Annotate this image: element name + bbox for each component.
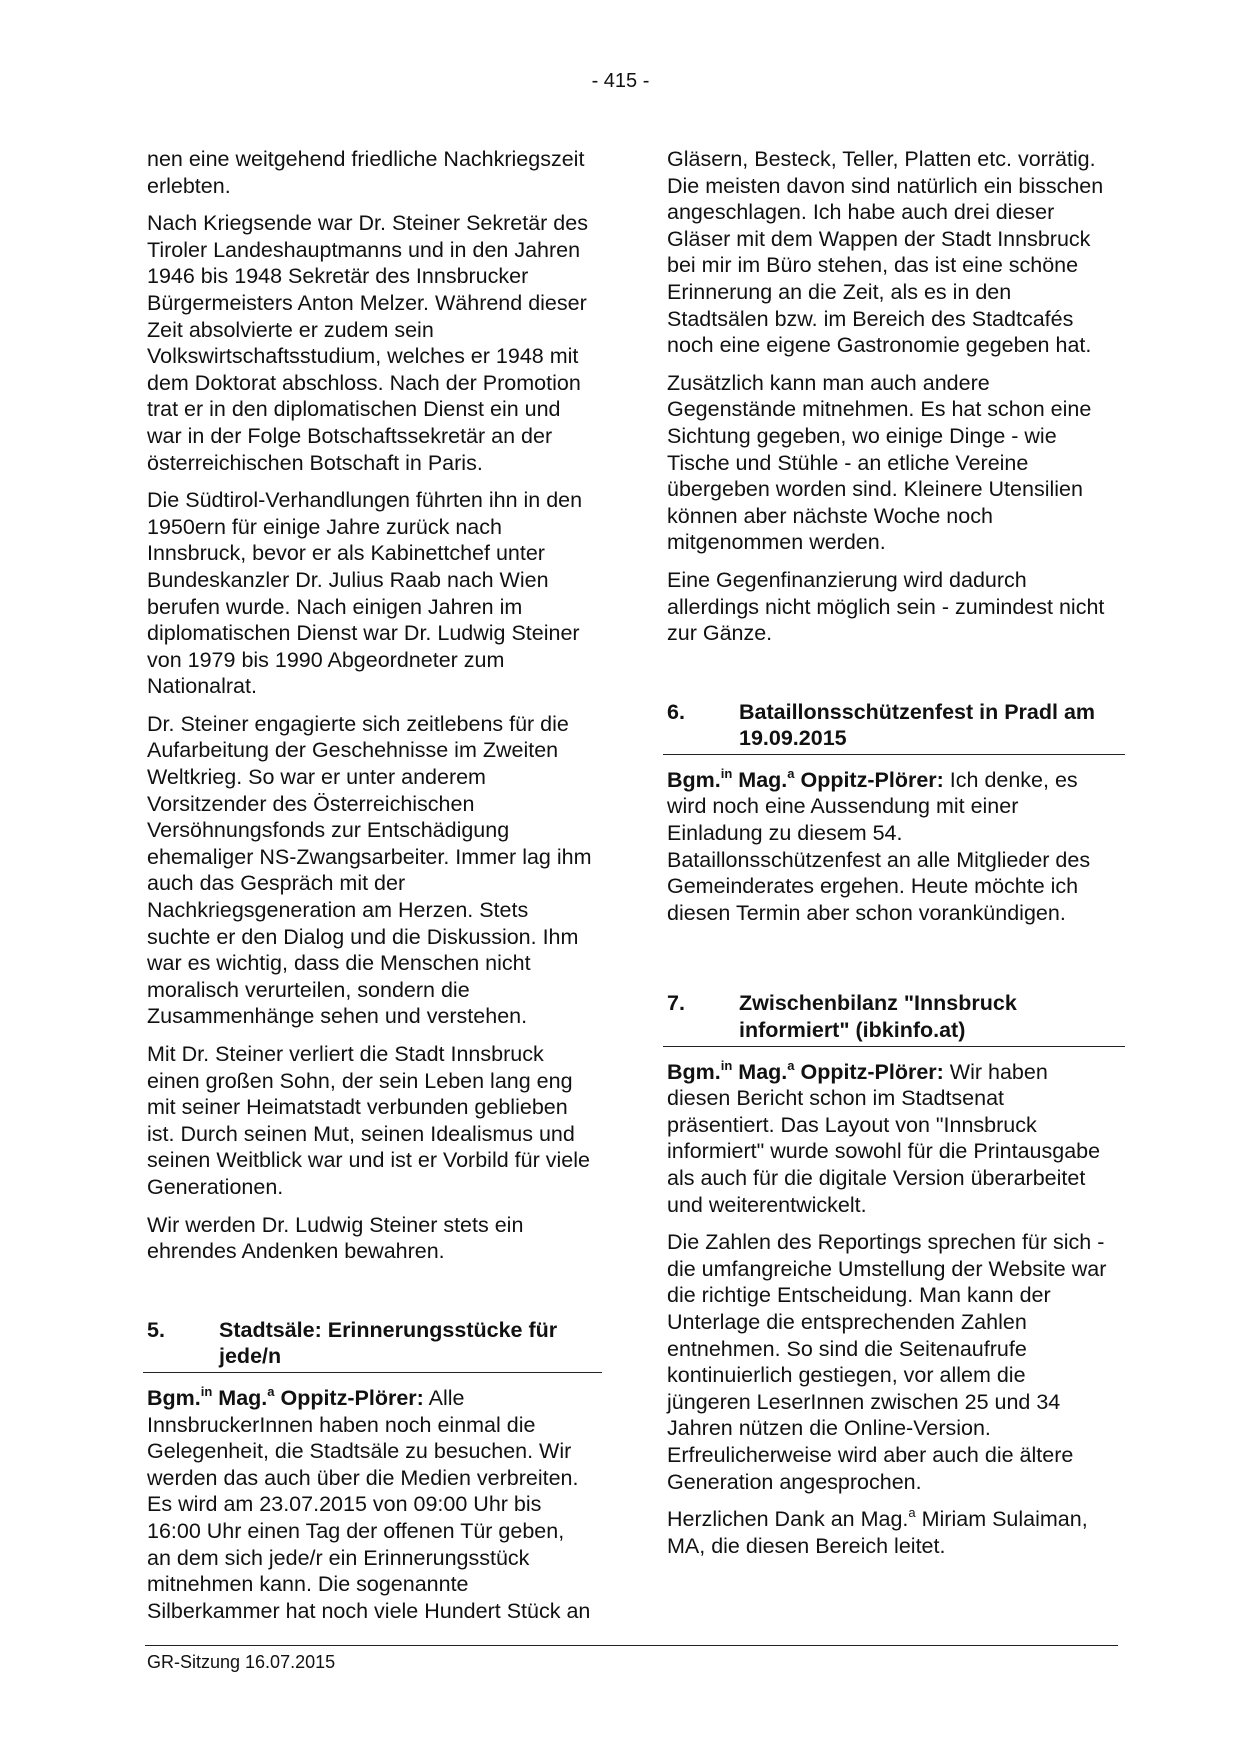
section-heading-7 [663, 990, 1125, 1046]
speech-text: Wir haben diesen Bericht schon im Stadtsenat präsentiert. Das Layout von "Innsbruck informiert" wurde sowohl für die Printausgabe als auch für die digitale Version überarbeitet und weiterentwickelt. [667, 1059, 1101, 1217]
page-number: - 415 - [591, 70, 650, 92]
speaker-paragraph [147, 1385, 594, 1624]
paragraph: nen eine weitgehend friedliche Nachkriegszeit erlebten. [147, 147, 585, 198]
paragraph: Eine Gegenfinanzierung wird dadurch allerdings nicht möglich sein - zumindest nicht zur Gänze. [667, 567, 1105, 646]
speaker-label: Bgm.$^{in}$ Mag.$^a$ Oppitz-Plörer: [667, 1057, 944, 1084]
speaker-label: Bgm.$^{in}$ Mag.$^a$ Oppitz-Plörer: [147, 1383, 424, 1410]
paragraph: Nach Kriegsende war Dr. Steiner Sekretär des Tiroler Landeshauptmanns und in den Jahren 1946 bis 1948 Sekretär des Innsbrucker Bürgermeisters Anton Melzer. Während dieser Zeit absolvierte er zudem sein Volkswirtschaftsstudium, welches er 1948 mit dem Doktorat abschloss. Nach der Promotion trat er in den diplomatischen Dienst ein und war in der Folge Botschaftssekretär an der österreichischen Botschaft in Paris. [147, 211, 588, 475]
speech-text: Ich denke, es wird noch eine Aussendung mit einer Einladung zu diesem 54. Bataillonsschützenfest an alle Mitglieder des Gemeinderates ergehen. Heute möchte ich diesen Termin aber schon vorankündigen. [667, 767, 1091, 925]
paragraph: Wir werden Dr. Ludwig Steiner stets ein ehrendes Andenken bewahren. [147, 1212, 524, 1264]
paragraph: Die Südtirol-Verhandlungen führten ihn in den 1950ern für einige Jahre zurück nach Innsbruck, bevor er als Kabinettchef unter Bundeskanzler Dr. Julius Raab nach Wien berufen wurde. Nach einigen Jahren im diplomatischen Dienst war Dr. Ludwig Steiner von 1979 bis 1990 Abgeordneter zum Nationalrat. [147, 488, 583, 699]
paragraph: Herzlichen Dank an Mag.$^a$ Miriam Sulaiman, MA, die diesen Bereich leitet. [667, 1505, 1088, 1558]
footer-divider [145, 1645, 1118, 1646]
paragraph: Zusätzlich kann man auch andere Gegenstände mitnehmen. Es hat schon eine Sichtung gegeben, wo einige Dinge - wie Tische und Stühle - an etliche Vereine übergeben worden sind. Kleinere Utensilien können aber nächste Woche noch mitgenommen werden. [667, 370, 1092, 555]
section-number: 6. [667, 699, 685, 724]
speaker-label: Bgm.$^{in}$ Mag.$^a$ Oppitz-Plörer: [667, 765, 944, 792]
section-title: Bataillonsschützenfest in Pradl am 19.09.2015 [739, 699, 1096, 751]
section-heading-5 [143, 1317, 602, 1373]
section-heading-6 [663, 699, 1125, 755]
speech-text: Alle InnsbruckerInnen haben noch einmal die Gelegenheit, die Stadtsäle zu besuchen. Wir werden das auch über die Medien verbreiten. Es wird am 23.07.2015 von 09:00 Uhr bis 16:00 Uhr einen Tag der offenen Tür geben, an dem sich jede/r ein Erinnerungsstück mitnehmen kann. Die sogenannte Silberkammer hat noch viele Hundert Stück an [147, 1385, 591, 1623]
paragraph: Die Zahlen des Reportings sprechen für sich - die umfangreiche Umstellung der Website war die richtige Entscheidung. Man kann der Unterlage die entsprechenden Zahlen entnehmen. So sind die Seitenaufrufe kontinuierlich gestiegen, vor allem die jüngeren LeserInnen zwischen 25 und 34 Jahren nützen die Online-Version. Erfreulicherweise wird aber auch die ältere Generation angesprochen. [667, 1230, 1107, 1494]
speaker-paragraph [667, 1059, 1115, 1219]
footer-text: GR-Sitzung 16.07.2015 [147, 1652, 336, 1672]
left-column [147, 146, 594, 1635]
paragraph: Gläsern, Besteck, Teller, Platten etc. vorrätig. Die meisten davon sind natürlich ein bisschen angeschlagen. Ich habe auch drei dieser Gläser mit dem Wappen der Stadt Innsbruck bei mir im Büro stehen, das ist eine schöne Erinnerung an die Zeit, als es in den Stadtsälen bzw. im Bereich des Stadtcafés noch eine eigene Gastronomie gegeben hat. [667, 147, 1104, 358]
section-title: Stadtsäle: Erinnerungsstücke für jede/n [219, 1317, 558, 1369]
speaker-paragraph [667, 767, 1115, 927]
section-number: 5. [147, 1317, 165, 1342]
section-title: Zwischenbilanz "Innsbruck informiert" (ibkinfo.at) [739, 991, 1017, 1043]
paragraph: Dr. Steiner engagierte sich zeitlebens für die Aufarbeitung der Geschehnisse im Zweiten Weltkrieg. So war er unter anderem Vorsitzender des Österreichischen Versöhnungsfonds zur Entschädigung ehemaliger NS-Zwangsarbeiter. Immer lag ihm auch das Gespräch mit der Nachkriegsgeneration am Herzen. Stets suchte er den Dialog und die Diskussion. Ihm war es wichtig, dass die Menschen nicht moralisch verurteilen, sondern die Zusammenhänge sehen und verstehen. [147, 711, 592, 1029]
section-number: 7. [667, 991, 685, 1016]
paragraph: Mit Dr. Steiner verliert die Stadt Innsbruck einen großen Sohn, der sein Leben lang eng mit seiner Heimatstadt verbunden geblieben ist. Durch seinen Mut, seinen Idealismus und seinen Weitblick war und ist er Vorbild für viele Generationen. [147, 1042, 590, 1199]
right-column [667, 146, 1115, 1570]
